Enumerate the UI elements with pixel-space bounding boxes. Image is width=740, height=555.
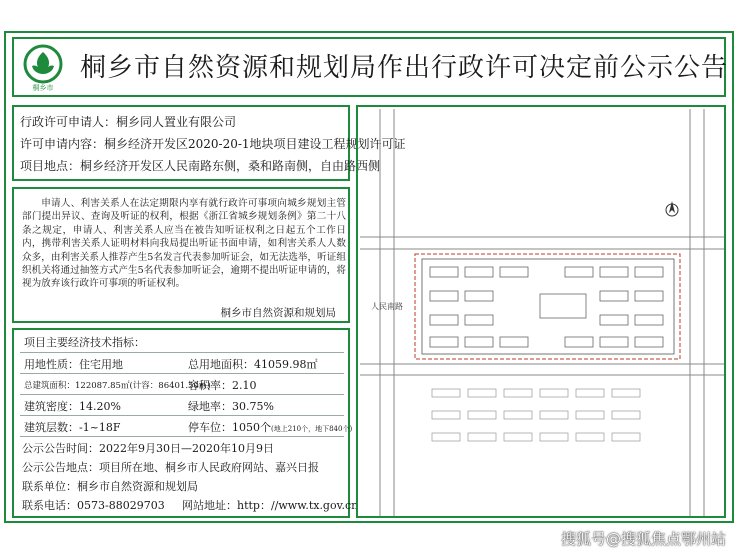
block <box>504 411 532 419</box>
land-use: 用地性质：住宅用地 <box>24 358 123 371</box>
block <box>432 433 460 441</box>
building <box>465 337 493 347</box>
building <box>430 291 458 301</box>
building <box>465 291 493 301</box>
building <box>635 315 663 325</box>
project-location-line: 项目地点：桐乡经济开发区人民南路东侧，桑和路南侧，自由路西侧 <box>20 159 381 173</box>
application-content-line: 许可申请内容：桐乡经济开发区2020-20-1地块项目建设工程规划许可证 <box>20 137 406 151</box>
site-interior <box>422 259 674 354</box>
block <box>576 433 604 441</box>
notice-text: 申请人、利害关系人在法定期限内享有就行政许可事项向城乡规划主管部门提出异议、查询及听证的权利，根据《浙江省城乡规划条例》第二十八条之规定，申请人、利害关系人应当在被告知听证权利之日起五个工作日内，携带利害关系人证明材料向我局提出听证书面申请，如利害关系人人数众多，由利害关系人推荐产生5名发言代表参加听证会，如无法选举，听证组织机关将通过抽签方式产生5名代表参加听证会，逾期不提出听证申请的，将视为放弃该行政许可事项的听证权利。 <box>22 198 346 290</box>
website-link[interactable]: 网站地址：http：//www.tx.gov.cn <box>182 499 359 512</box>
block <box>540 411 568 419</box>
notice-period: 公示公告时间：2022年9月30日—2020年10月9日 <box>22 442 274 455</box>
neighbour-blocks <box>432 389 640 441</box>
building-density: 建筑密度：14.20% <box>24 400 121 413</box>
tech-row <box>20 373 344 394</box>
building <box>635 337 663 347</box>
tech-indicators-box <box>12 328 359 518</box>
block <box>432 389 460 397</box>
tech-row <box>20 415 353 437</box>
block <box>612 433 640 441</box>
block <box>612 389 640 397</box>
watermark: 搜狐号@搜狐焦点鄂州站 <box>560 530 726 548</box>
block <box>612 411 640 419</box>
block <box>576 411 604 419</box>
block <box>468 411 496 419</box>
road-label <box>371 301 403 311</box>
notice-location: 公示公告地点：项目所在地、桐乡市人民政府网站、嘉兴日报 <box>22 461 319 474</box>
building <box>465 267 493 277</box>
tech-row <box>20 352 344 373</box>
building <box>430 267 458 277</box>
parking-count: 停车位：1050个 <box>188 421 271 434</box>
contact-unit: 联系单位：桐乡市自然资源和规划局 <box>22 480 198 493</box>
parking-note: (地上210个，地下840个) <box>271 425 353 433</box>
building <box>635 291 663 301</box>
site-boundary <box>415 254 680 359</box>
contact-phone: 联系电话：0573-88029703 <box>22 499 165 512</box>
block <box>504 433 532 441</box>
building <box>600 267 628 277</box>
building <box>500 337 528 347</box>
building <box>500 267 528 277</box>
building <box>430 315 458 325</box>
building-group <box>430 267 663 347</box>
bureau-logo <box>20 44 66 92</box>
tech-heading: 项目主要经济技术指标： <box>24 336 145 349</box>
page-title: 桐乡市自然资源和规划局作出行政许可决定前公示公告 <box>80 53 729 83</box>
central-building <box>540 294 586 318</box>
road-label-text: 人民南路 <box>371 302 403 311</box>
applicant-line: 行政许可申请人：桐乡同人置业有限公司 <box>20 115 237 129</box>
notice-signature: 桐乡市自然资源和规划局 <box>220 307 336 319</box>
logo-text: 桐乡市 <box>32 84 54 92</box>
block <box>504 389 532 397</box>
total-land-area: 总用地面积：41059.98㎡ <box>188 358 318 371</box>
building-floors: 建筑层数：-1~18F <box>24 421 121 434</box>
building <box>430 337 458 347</box>
building <box>600 291 628 301</box>
green-ratio: 绿地率：30.75% <box>188 400 274 413</box>
building <box>565 337 593 347</box>
total-floor-area: 总建筑面积：122087.85㎡(计容：86401.50㎡) <box>24 381 211 391</box>
block <box>540 389 568 397</box>
building <box>635 267 663 277</box>
block <box>468 389 496 397</box>
block <box>576 389 604 397</box>
block <box>540 433 568 441</box>
building <box>600 315 628 325</box>
applicant-box <box>12 105 406 181</box>
floor-area-ratio: 容积率：2.10 <box>188 379 257 392</box>
north-arrow-icon <box>666 201 678 216</box>
notice-box <box>12 187 350 323</box>
building <box>600 337 628 347</box>
building <box>565 267 593 277</box>
site-plan <box>360 109 724 516</box>
tech-row <box>20 394 344 415</box>
block <box>432 411 460 419</box>
header <box>12 37 729 97</box>
block <box>468 433 496 441</box>
site-plan-box <box>356 105 726 518</box>
parking-spaces <box>188 419 352 435</box>
building <box>465 315 493 325</box>
